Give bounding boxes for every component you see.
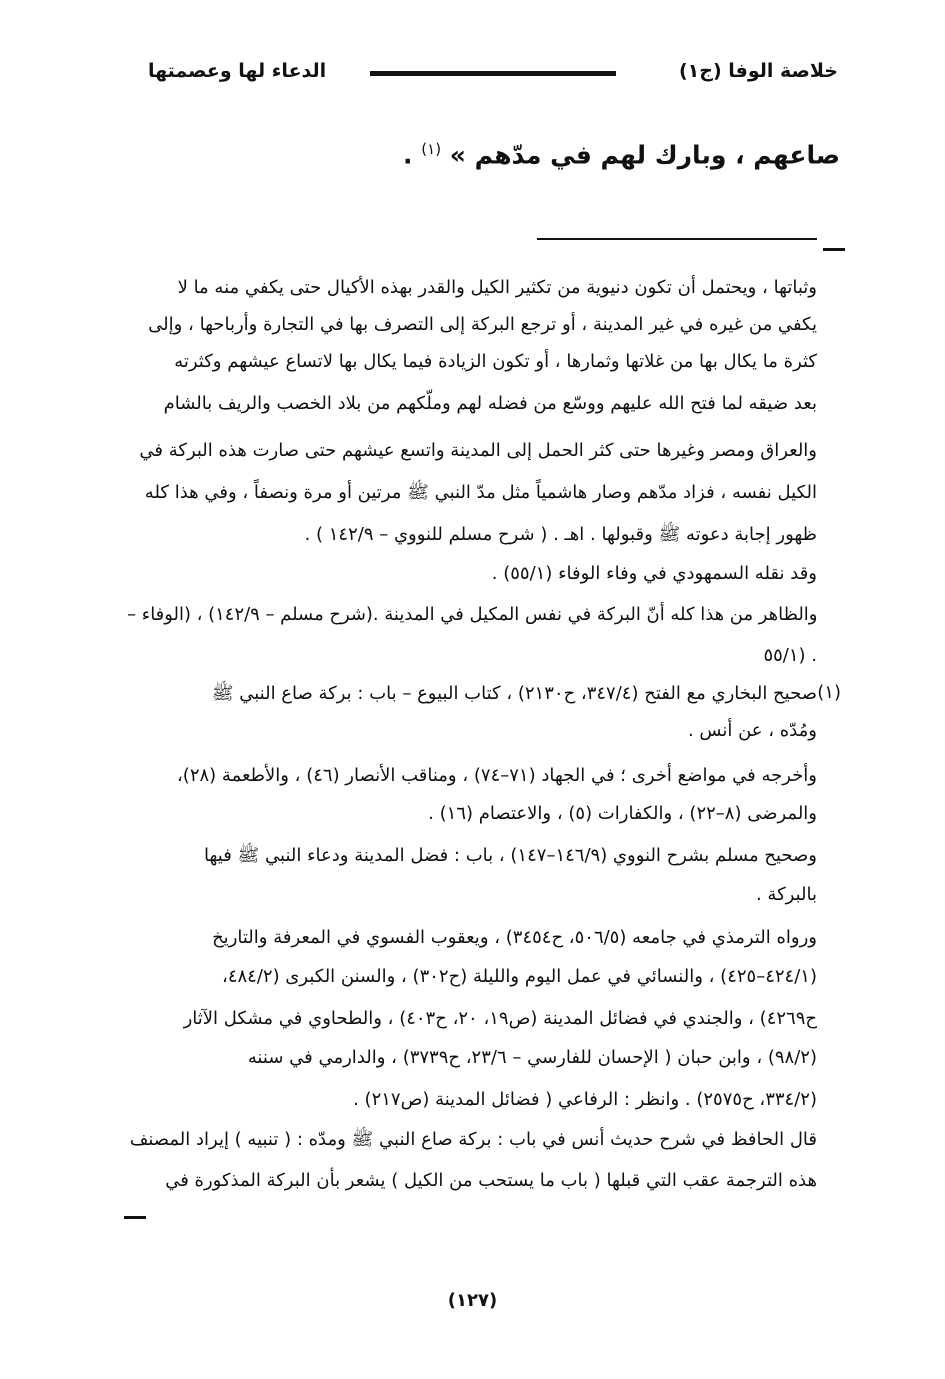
page-number: (١٢٧) [447,1290,498,1311]
note-line: ظهور إجابة دعوته ﷺ وقبولها . اهـ . ( شرح مسلم للنووي – ١٤٢/٩ ) . [304,524,817,545]
footnote-line: والمرضى (٨–٢٢) ، والكفارات (٥) ، والاعتصام (١٦) . [428,803,817,824]
footnote-line: هذه الترجمة عقب التي قبلها ( باب ما يستحب من الكيل ) يشعر بأن البركة المذكورة في [165,1170,817,1191]
note-line: والعراق ومصر وغيرها حتى كثر الحمل إلى المدينة واتسع عيشهم حتى صارت هذه البركة في [139,440,817,461]
note-line: وقد نقله السمهودي في وفاء الوفاء (٥٥/١) . [491,563,817,584]
note-line: بعد ضيقه لما فتح الله عليهم ووسّع من فضله لهم وملّكهم من بلاد الخصب والريف بالشام [163,393,817,414]
footnote-line: (٩٨/٢) ، وابن حبان ( الإحسان للفارسي – ٢٣/٦، ح٣٧٣٩) ، والدارمي في سننه [247,1047,817,1068]
footnote-number: (١) [817,682,841,703]
footnote-line: (٤٢٤/١–٤٢٥) ، والنسائي في عمل اليوم والليلة (ح٣٠٢) ، والسنن الكبرى (٤٨٤/٢، [222,966,817,987]
main-text-body: صاعهم ، وبارك لهم في مدّهم » [449,140,840,170]
footnote-line: ورواه الترمذي في جامعه (٥٠٦/٥، ح٣٤٥٤) ، ويعقوب الفسوي في المعرفة والتاريخ [212,927,817,948]
footnote-separator [537,238,817,240]
header-rule [370,71,616,76]
footnote-line: صحيح البخاري مع الفتح (٣٤٧/٤، ح٢١٣٠) ، كتاب البيوع – باب : بركة صاع النبي ﷺ [211,683,817,704]
footnote-line: وصحيح مسلم بشرح النووي (١٤٦/٩–١٤٧) ، باب : فضل المدينة ودعاء النبي ﷺ فيها [204,845,817,866]
note-line: وثباتها ، ويحتمل أن تكون دنيوية من تكثير الكيل والقدر بهذه الأكيال حتى يكفي منه ما لا [177,277,817,298]
note-line: والظاهر من هذا كله أنّ البركة في نفس المكيل في المدينة .(شرح مسلم – ١٤٢/٩) ، (الوفاء – [126,604,817,625]
footnote-line: (٣٣٤/٢، ح٢٥٧٥) . وانظر : الرفاعي ( فضائل المدينة (ص٢١٧) . [353,1089,817,1110]
note-line: كثرة ما يكال بها من غلاتها وثمارها ، أو تكون الزيادة فيما يكال بها لاتساع عيشهم وكثرته [174,351,817,372]
footnote-line: وأخرجه في مواضع أخرى ؛ في الجهاد (٧١–٧٤) ، ومناقب الأنصار (٤٦) ، والأطعمة (٢٨)، [176,765,817,786]
running-header [148,60,838,90]
note-line: الكيل نفسه ، فزاد مدّهم وصار هاشمياً مثل مدّ النبي ﷺ مرتين أو مرة ونصفاً ، وفي هذا كله [144,482,817,503]
footnote-line: ومُدّه ، عن أنس . [687,720,817,741]
footnote-reference: (١) [421,140,442,158]
continuation-dash-bottom [124,1216,146,1219]
note-line: يكفي من غيره في غير المدينة ، أو ترجع البركة إلى التصرف بها في التجارة وأرباحها ، وإلى [148,314,817,335]
book-title: خلاصة الوفا (ج١) [678,60,838,82]
footnote-line: قال الحافظ في شرح حديث أنس في باب : بركة صاع النبي ﷺ ومدّه : ( تنبيه ) إيراد المصنف [129,1129,817,1150]
main-text-end: . [403,140,413,170]
continuation-dash-top [823,248,845,251]
main-text [403,140,840,169]
section-title: الدعاء لها وعصمتها [148,60,327,82]
footnote-line: بالبركة . [755,884,817,905]
footnote-line: ح٤٢٦٩) ، والجندي في فضائل المدينة (ص١٩، ٢٠، ح٤٠٣) ، والطحاوي في مشكل الآثار [183,1008,817,1029]
note-line: . (٥٥/١ [763,645,817,666]
